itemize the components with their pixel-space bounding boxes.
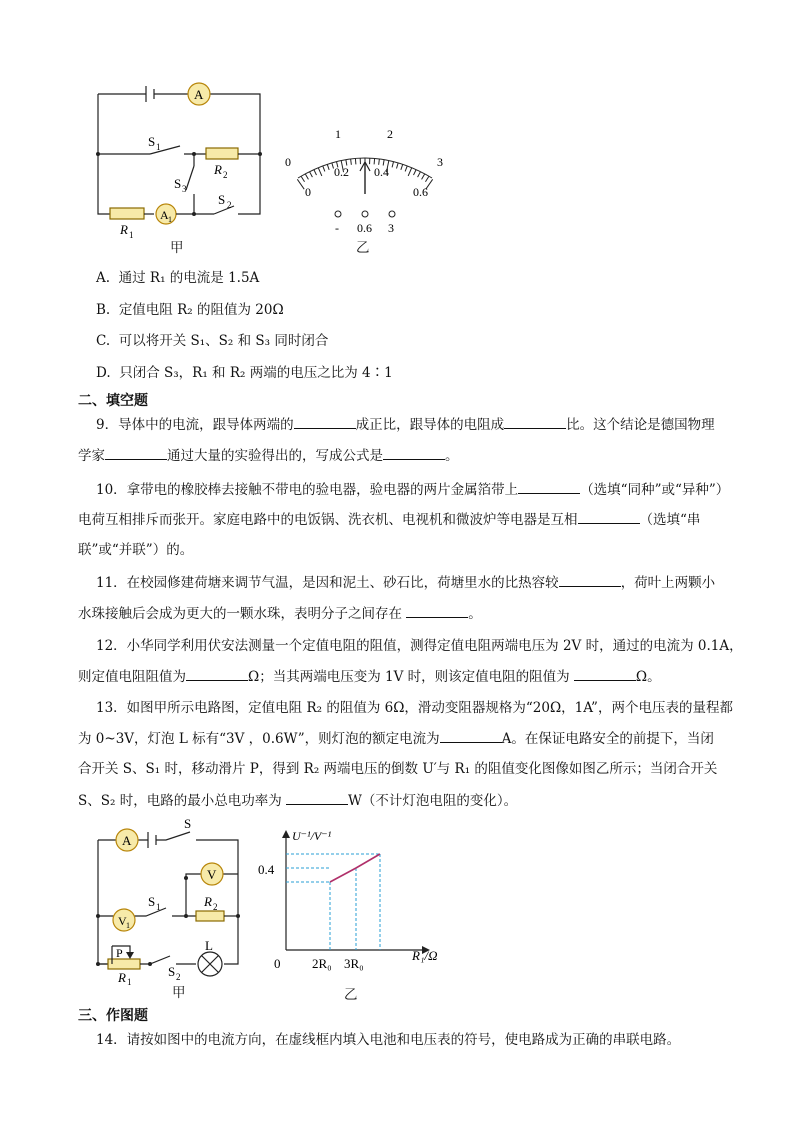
bottom-circuit-figure xyxy=(86,814,258,986)
dial-tick xyxy=(425,177,428,182)
dial-tick xyxy=(305,174,308,179)
q14-line1: 14．请按如图中的电流方向，在虚线框内填入电池和电压表的符号，使电路成为正确的串联电路。 xyxy=(96,1032,681,1048)
svg-text:V: V xyxy=(118,914,127,928)
q10-line2: 电荷互相排斥而张开。家庭电路中的电饭锅、洗衣机、电视机和微波炉等电器是互相 （选填“串 xyxy=(78,509,700,530)
dial-tick xyxy=(297,179,304,189)
graph-xtick-2r0: 2R₀ xyxy=(312,956,332,971)
svg-text:-: - xyxy=(335,221,339,235)
dial-tick xyxy=(314,170,317,175)
q9-line1: 9．导体中的电流，跟导体两端的 成正比，跟导体的电阻成 比。这个结论是德国物理 xyxy=(96,414,715,435)
svg-text:S: S xyxy=(148,894,156,909)
graph-line xyxy=(330,854,380,882)
section-3-heading: 三、作图题 xyxy=(78,1008,148,1024)
graph-ytick: 0.4 xyxy=(258,862,275,877)
svg-text:1: 1 xyxy=(126,921,130,930)
svg-text:S: S xyxy=(184,816,192,831)
option-c: C. 可以将开关 S₁、S₂ 和 S₃ 同时闭合 xyxy=(96,333,329,349)
s3-label: S xyxy=(174,176,182,191)
graph-origin: 0 xyxy=(274,956,281,971)
svg-text:2: 2 xyxy=(223,170,228,180)
ammeter-A-label: A xyxy=(194,87,204,102)
s2-label: S xyxy=(218,192,226,207)
dial-tick xyxy=(401,164,403,170)
dial-tick xyxy=(405,166,407,172)
svg-text:1: 1 xyxy=(335,127,341,141)
svg-text:0.6: 0.6 xyxy=(357,221,372,235)
q13-line4: S、S₂ 时，电路的最小总电功率为 W（不计灯泡电阻的变化）。 xyxy=(78,790,517,811)
graph-ylabel: U⁻¹/V⁻¹ xyxy=(292,829,332,843)
section-2-heading: 二、填空题 xyxy=(78,393,148,409)
dial-tick xyxy=(414,170,417,175)
q10-line3: 联”或“并联”）的。 xyxy=(78,542,194,558)
svg-text:2: 2 xyxy=(176,972,181,982)
r1-label: R xyxy=(120,222,128,237)
svg-text:S: S xyxy=(168,964,176,979)
bottom-left-caption: 甲 xyxy=(172,985,186,1001)
option-b: B. 定值电阻 R₂ 的阻值为 20Ω xyxy=(96,302,284,318)
ammeter-dial-figure xyxy=(280,126,450,238)
svg-text:0.2: 0.2 xyxy=(334,165,349,179)
top-right-caption: 乙 xyxy=(356,240,370,256)
svg-text:R: R xyxy=(118,970,126,985)
dial-tick xyxy=(327,164,329,170)
svg-text:2: 2 xyxy=(213,902,218,912)
dial-tick xyxy=(310,172,313,177)
svg-text:2: 2 xyxy=(227,200,232,210)
q13-line3: 合开关 S、S₁ 时，移动滑片 P，得到 R₂ 两端电压的倒数 U′与 R₁ 的阻值变化图像如图乙所示；当闭合开关 xyxy=(78,761,718,777)
svg-text:0.6: 0.6 xyxy=(413,185,428,199)
dial-tick xyxy=(418,172,421,177)
q12-line2: 则定值电阻阻值为 Ω；当其两端电压变为 1V 时，则该定值电阻的阻值为 Ω。 xyxy=(78,666,661,687)
svg-text:2: 2 xyxy=(387,127,393,141)
dial-tick xyxy=(408,168,412,176)
svg-text:3: 3 xyxy=(388,221,394,235)
bottom-right-caption: 乙 xyxy=(344,987,358,1003)
svg-text:0.4: 0.4 xyxy=(374,165,389,179)
q11-line2: 水珠接触后会成为更大的一颗水珠，表明分子之间存在 。 xyxy=(78,603,482,624)
q9-line2: 学家 通过大量的实验得出的，写成公式是 。 xyxy=(78,445,459,466)
svg-text:1: 1 xyxy=(129,230,134,240)
q12-line1: 12．小华同学利用伏安法测量一个定值电阻的阻值，测得定值电阻两端电压为 2V 时，通过的电流为 0.1A， xyxy=(96,638,743,654)
option-d: D. 只闭合 S₃，R₁ 和 R₂ 两端的电压之比为 4∶1 xyxy=(96,365,393,381)
svg-text:1: 1 xyxy=(156,142,161,152)
svg-text:L: L xyxy=(205,938,213,953)
dial-tick xyxy=(379,159,380,165)
graph-xlabel: R₁/Ω xyxy=(412,948,438,963)
top-circuit-figure xyxy=(88,78,278,258)
svg-text:1: 1 xyxy=(127,977,132,986)
dial-tick xyxy=(301,177,304,182)
dial-tick xyxy=(351,159,352,165)
q10-line1: 10．拿带电的橡胶棒去接触不带电的验电器，验电器的两片金属箔带上 （选填“同种”或“异种”） xyxy=(96,479,729,500)
svg-text:V: V xyxy=(207,867,217,882)
s1-label: S xyxy=(148,134,156,149)
svg-text:3: 3 xyxy=(437,155,443,169)
svg-text:1: 1 xyxy=(156,902,161,912)
dial-tick xyxy=(318,168,322,176)
svg-text:A: A xyxy=(122,833,132,848)
top-left-caption: 甲 xyxy=(170,240,184,256)
dial-tick xyxy=(396,163,398,169)
svg-text:0: 0 xyxy=(285,155,291,169)
graph-xtick-3r0: 3R₀ xyxy=(344,956,364,971)
q13-line2: 为 0~3V，灯泡 L 标有“3V ，0.6W”，则灯泡的额定电流为 A。在保证电路安全的前提下，当闭 xyxy=(78,728,714,749)
u-inverse-vs-r1-graph xyxy=(250,822,460,984)
svg-text:1: 1 xyxy=(168,215,172,224)
svg-text:A: A xyxy=(160,208,169,222)
dial-tick xyxy=(422,174,425,179)
dial-tick xyxy=(323,166,325,172)
option-a: A. 通过 R₁ 的电流是 1.5A xyxy=(96,270,260,286)
svg-text:R: R xyxy=(204,894,212,909)
svg-text:0: 0 xyxy=(305,185,311,199)
svg-text:3: 3 xyxy=(182,184,187,194)
r2-label: R xyxy=(214,162,222,177)
q11-line1: 11．在校园修建荷塘来调节气温，是因和泥土、砂石比，荷塘里水的比热容较 ，荷叶上两颗小 xyxy=(96,572,715,593)
svg-text:P: P xyxy=(116,946,123,960)
dial-tick xyxy=(392,162,393,168)
q13-line1: 13．如图甲所示电路图，定值电阻 R₂ 的阻值为 6Ω，滑动变阻器规格为“20Ω，1A”，两个电压表的量程都 xyxy=(96,700,733,716)
